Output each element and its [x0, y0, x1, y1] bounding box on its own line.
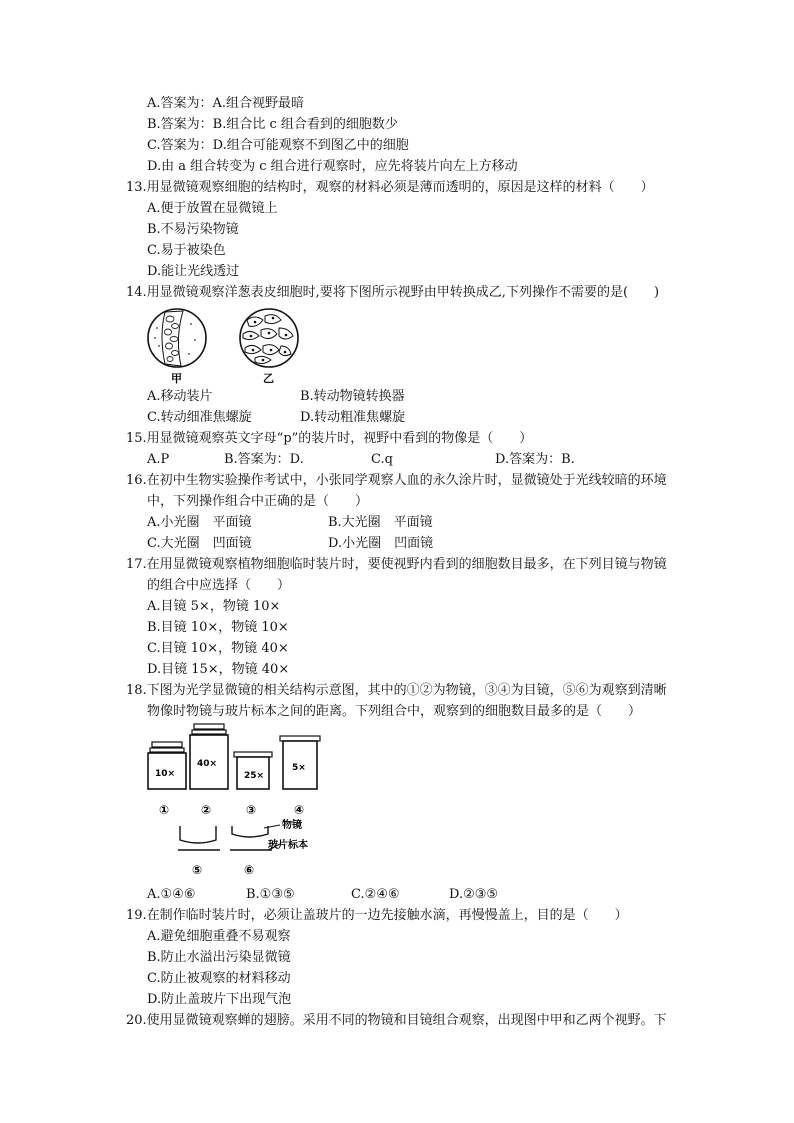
- lens-2-objective: [190, 724, 228, 817]
- q13-option-d: D.能让光线透过: [147, 264, 240, 279]
- lens-3-number: ③: [246, 803, 257, 817]
- q19-stem: 19.在制作临时装片时，必须让盖玻片的一边先接触水滴，再慢慢盖上，目的是（ ）: [126, 908, 628, 923]
- q13-stem: 13.用显微镜观察细胞的结构时，观察的材料必须是薄而透明的，原因是这样的材料（ ）: [126, 180, 654, 195]
- lens-4-magnification: 5×: [292, 763, 306, 773]
- q17-stem-line1: 17.在用显微镜观察植物细胞临时装片时，要使视野内看到的细胞数目最多，在下列目镜与物镜: [126, 557, 667, 572]
- field-jia-image: [148, 309, 206, 367]
- q16-option-d: D.小光圈 凹面镜: [328, 536, 434, 551]
- q18-stem-line2: 物像时物镜与玻片标本之间的距离。下列组合中，观察到的细胞数目最多的是（ ）: [147, 704, 642, 719]
- lens-1-objective: [148, 742, 186, 817]
- q14-option-b: B.转动物镜转换器: [300, 389, 405, 404]
- q16-option-b: B.大光圈 平面镜: [328, 515, 433, 530]
- q17-option-b: B.目镜 10×，物镜 10×: [147, 620, 289, 635]
- q12-option-c: C.答案为：D.组合可能观察不到图乙中的细胞: [147, 138, 409, 153]
- q18-option-d: D.②③⑤: [449, 887, 499, 902]
- distance-6-diagram: [230, 825, 280, 877]
- q18-option-a: A.①④⑥: [147, 887, 196, 902]
- q13-option-a: A.便于放置在显微镜上: [147, 201, 278, 216]
- q18-stem-line1: 18.下图为光学显微镜的相关结构示意图，其中的①②为物镜，③④为目镜，⑤⑥为观察到清晰: [126, 683, 667, 698]
- field-yi-image: [240, 309, 298, 367]
- distance-6-number: ⑥: [244, 863, 255, 877]
- q16-option-c: C.大光圈 凹面镜: [147, 536, 252, 551]
- q19-option-a: A.避免细胞重叠不易观察: [147, 929, 291, 944]
- q17-stem-line2: 的组合中应选择（ ）: [147, 578, 291, 593]
- q16-stem-line2: 中，下列操作组合中正确的是（ ）: [147, 494, 369, 509]
- lens-4-number: ④: [294, 803, 305, 817]
- q13-option-c: C.易于被染色: [147, 243, 226, 258]
- q17-option-a: A.目镜 5×，物镜 10×: [147, 599, 281, 614]
- lens-2-number: ②: [201, 803, 212, 817]
- lens-3-eyepiece: [234, 752, 272, 817]
- q15-option-b: B.答案为：D.: [224, 452, 304, 467]
- q12-option-b: B.答案为：B.组合比 c 组合看到的细胞数少: [147, 117, 398, 132]
- q18-lens-figure: [140, 722, 340, 882]
- q14-microscope-fields-figure: [145, 306, 310, 386]
- lens-4-eyepiece: [280, 736, 320, 817]
- field-yi-label: 乙: [263, 372, 274, 385]
- q12-option-d: D.由 a 组合转变为 c 组合进行观察时，应先将装片向左上方移动: [147, 159, 518, 174]
- q14-stem: 14.用显微镜观察洋葱表皮细胞时,要将下图所示视野由甲转换成乙,下列操作不需要的是( ): [126, 285, 660, 300]
- field-jia-label: 甲: [171, 372, 182, 385]
- distance-5-diagram: [178, 826, 220, 877]
- q15-option-d: D.答案为：B.: [495, 452, 575, 467]
- q12-option-a: A.答案为：A.组合视野最暗: [147, 96, 305, 111]
- q17-option-d: D.目镜 15×，物镜 40×: [147, 662, 290, 677]
- lens-2-magnification: 40×: [197, 759, 218, 769]
- lens-3-magnification: 25×: [244, 771, 265, 781]
- q14-option-c: C.转动细准焦螺旋: [147, 410, 252, 425]
- q15-option-c: C.q: [371, 452, 393, 467]
- q19-option-c: C.防止被观察的材料移动: [147, 971, 291, 986]
- objective-label: 物镜: [282, 820, 302, 831]
- q15-option-a: A.P: [147, 452, 170, 467]
- lens-1-number: ①: [159, 803, 170, 817]
- q19-option-b: B.防止水溢出污染显微镜: [147, 950, 291, 965]
- q14-option-a: A.移动装片: [147, 389, 213, 404]
- q18-option-b: B.①③⑤: [246, 887, 295, 902]
- q17-option-c: C.目镜 10×，物镜 40×: [147, 641, 289, 656]
- q14-option-d: D.转动粗准焦螺旋: [300, 410, 406, 425]
- q15-stem: 15.用显微镜观察英文字母“p”的装片时，视野中看到的物像是（ ）: [126, 431, 533, 446]
- slide-label: 玻片标本: [268, 840, 308, 851]
- q19-option-d: D.防止盖玻片下出现气泡: [147, 992, 292, 1007]
- q18-option-c: C.②④⑥: [351, 887, 400, 902]
- q16-stem-line1: 16.在初中生物实验操作考试中，小张同学观察人血的永久涂片时，显微镜处于光线较暗的环境: [126, 473, 667, 488]
- lens-1-magnification: 10×: [155, 769, 176, 779]
- q20-stem: 20.使用显微镜观察蝉的翅膀。采用不同的物镜和目镜组合观察，出现图中甲和乙两个视野。下: [126, 1013, 667, 1028]
- q13-option-b: B.不易污染物镜: [147, 222, 239, 237]
- q16-option-a: A.小光圈 平面镜: [147, 515, 252, 530]
- distance-5-number: ⑤: [192, 863, 203, 877]
